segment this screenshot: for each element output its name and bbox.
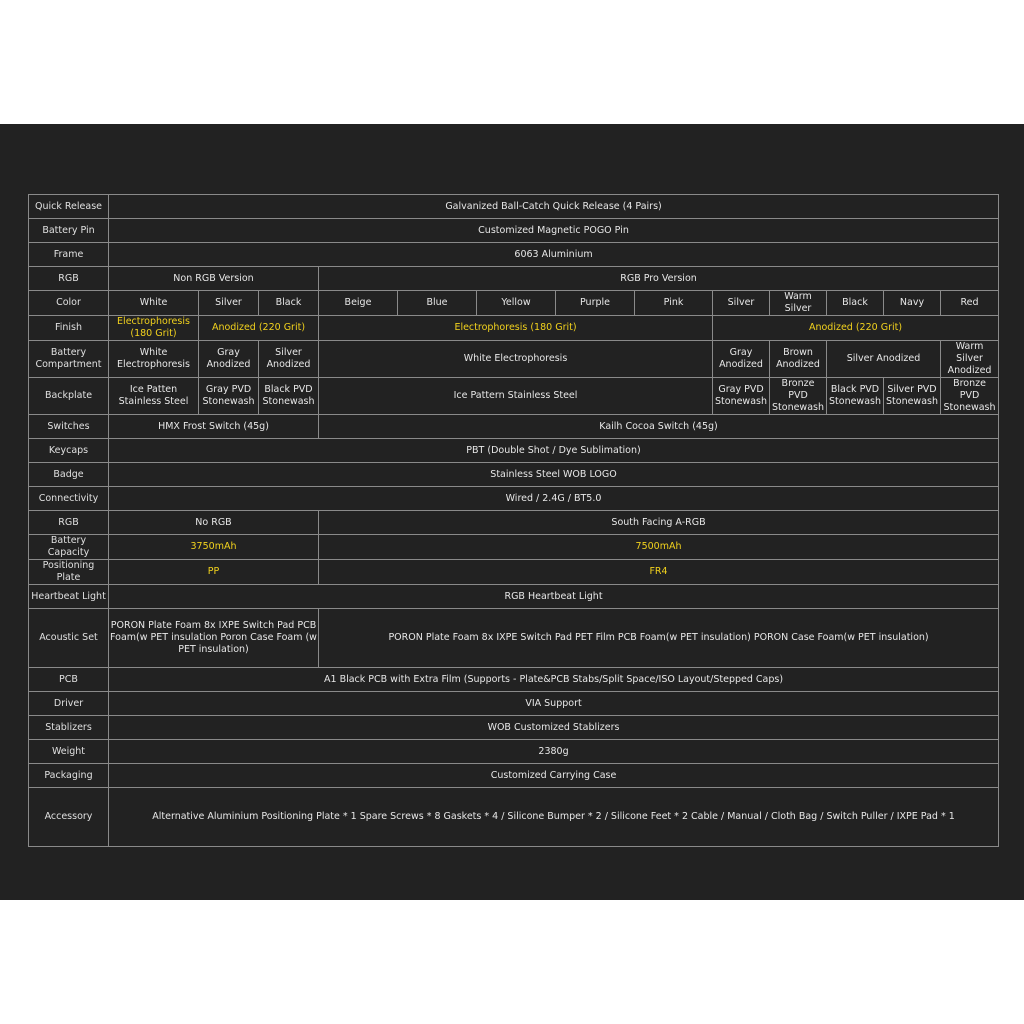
color-value: White: [109, 291, 199, 316]
row-label: Positioning Plate: [29, 560, 109, 585]
finish-value: Electrophoresis (180 Grit): [319, 316, 713, 341]
spec-table: [28, 194, 999, 847]
finish-value: Electrophoresis (180 Grit): [109, 316, 199, 341]
capacity-value: 7500mAh: [319, 535, 999, 560]
switch-value: HMX Frost Switch (45g): [109, 415, 319, 439]
row-label: Keycaps: [29, 439, 109, 463]
row-label: Battery Pin: [29, 219, 109, 243]
color-value: Blue: [398, 291, 477, 316]
spec-row-battery-compartment: [29, 341, 999, 378]
finish-value: Anodized (220 Grit): [199, 316, 319, 341]
rgb-value: South Facing A-RGB: [319, 511, 999, 535]
row-label: Packaging: [29, 764, 109, 788]
row-label: Weight: [29, 740, 109, 764]
spec-value: Wired / 2.4G / BT5.0: [109, 487, 999, 511]
spec-row-quick-release: [29, 195, 999, 219]
color-value: Purple: [556, 291, 635, 316]
spec-row-driver: [29, 692, 999, 716]
acoustic-value: PORON Plate Foam 8x IXPE Switch Pad PET Film PCB Foam(w PET insulation) PORON Case Foam(w PET insulation): [319, 609, 999, 668]
compartment-value: Brown Anodized: [770, 341, 827, 378]
color-value: Black: [259, 291, 319, 316]
spec-value: A1 Black PCB with Extra Film (Supports - Plate&PCB Stabs/Split Space/ISO Layout/Stepped Caps): [109, 668, 999, 692]
row-label: Finish: [29, 316, 109, 341]
spec-row-finish: [29, 316, 999, 341]
spec-row-battery-pin: [29, 219, 999, 243]
spec-row-stablizers: [29, 716, 999, 740]
spec-row-keycaps: [29, 439, 999, 463]
backplate-value: Silver PVD Stonewash: [884, 378, 941, 415]
spec-value: 2380g: [109, 740, 999, 764]
compartment-value: Silver Anodized: [827, 341, 941, 378]
spec-row-rgb-version: [29, 267, 999, 291]
row-label: Driver: [29, 692, 109, 716]
spec-row-acoustic-set: [29, 609, 999, 668]
row-label: RGB: [29, 511, 109, 535]
row-label: Accessory: [29, 788, 109, 847]
row-label: Color: [29, 291, 109, 316]
spec-row-switches: [29, 415, 999, 439]
spec-value: Customized Carrying Case: [109, 764, 999, 788]
color-value: Silver: [713, 291, 770, 316]
spec-row-heartbeat-light: [29, 585, 999, 609]
spec-row-rgb-lighting: [29, 511, 999, 535]
spec-row-backplate: [29, 378, 999, 415]
compartment-value: Warm Silver Anodized: [941, 341, 999, 378]
spec-row-weight: [29, 740, 999, 764]
spec-value: Galvanized Ball-Catch Quick Release (4 Pairs): [109, 195, 999, 219]
backplate-value: Gray PVD Stonewash: [199, 378, 259, 415]
color-value: Warm Silver: [770, 291, 827, 316]
spec-row-packaging: [29, 764, 999, 788]
spec-row-pcb: [29, 668, 999, 692]
row-label: Battery Capacity: [29, 535, 109, 560]
spec-value: Stainless Steel WOB LOGO: [109, 463, 999, 487]
compartment-value: Gray Anodized: [713, 341, 770, 378]
plate-value: PP: [109, 560, 319, 585]
color-value: Pink: [635, 291, 713, 316]
spec-value: PBT (Double Shot / Dye Sublimation): [109, 439, 999, 463]
spec-value: VIA Support: [109, 692, 999, 716]
spec-row-battery-capacity: [29, 535, 999, 560]
color-value: Beige: [319, 291, 398, 316]
color-value: Silver: [199, 291, 259, 316]
row-label: PCB: [29, 668, 109, 692]
spec-row-frame: [29, 243, 999, 267]
spec-row-connectivity: [29, 487, 999, 511]
spec-value: Alternative Aluminium Positioning Plate * 1 Spare Screws * 8 Gaskets * 4 / Silicone Bumper * 2 / Silicone Feet * 2 Cable / Manual / Cloth Bag / Switch Puller / IXPE Pad * 1: [109, 788, 999, 847]
version-non-rgb: Non RGB Version: [109, 267, 319, 291]
row-label: Quick Release: [29, 195, 109, 219]
color-value: Red: [941, 291, 999, 316]
spec-row-accessory: [29, 788, 999, 847]
backplate-value: Ice Pattern Stainless Steel: [319, 378, 713, 415]
color-value: Black: [827, 291, 884, 316]
spec-value: RGB Heartbeat Light: [109, 585, 999, 609]
finish-value: Anodized (220 Grit): [713, 316, 999, 341]
backplate-value: Ice Patten Stainless Steel: [109, 378, 199, 415]
backplate-value: Black PVD Stonewash: [259, 378, 319, 415]
plate-value: FR4: [319, 560, 999, 585]
spec-row-color: [29, 291, 999, 316]
backplate-value: Black PVD Stonewash: [827, 378, 884, 415]
row-label: RGB: [29, 267, 109, 291]
spec-row-badge: [29, 463, 999, 487]
row-label: Stablizers: [29, 716, 109, 740]
spec-value: WOB Customized Stablizers: [109, 716, 999, 740]
switch-value: Kailh Cocoa Switch (45g): [319, 415, 999, 439]
backplate-value: Bronze PVD Stonewash: [770, 378, 827, 415]
row-label: Switches: [29, 415, 109, 439]
spec-row-positioning-plate: [29, 560, 999, 585]
row-label: Battery Compartment: [29, 341, 109, 378]
acoustic-value: PORON Plate Foam 8x IXPE Switch Pad PCB Foam(w PET insulation Poron Case Foam (w PET insulation): [109, 609, 319, 668]
row-label: Acoustic Set: [29, 609, 109, 668]
row-label: Frame: [29, 243, 109, 267]
row-label: Connectivity: [29, 487, 109, 511]
color-value: Yellow: [477, 291, 556, 316]
row-label: Backplate: [29, 378, 109, 415]
row-label: Heartbeat Light: [29, 585, 109, 609]
spec-value: Customized Magnetic POGO Pin: [109, 219, 999, 243]
backplate-value: Bronze PVD Stonewash: [941, 378, 999, 415]
capacity-value: 3750mAh: [109, 535, 319, 560]
rgb-value: No RGB: [109, 511, 319, 535]
compartment-value: Silver Anodized: [259, 341, 319, 378]
row-label: Badge: [29, 463, 109, 487]
compartment-value: White Electrophoresis: [319, 341, 713, 378]
backplate-value: Gray PVD Stonewash: [713, 378, 770, 415]
version-rgb-pro: RGB Pro Version: [319, 267, 999, 291]
spec-value: 6063 Aluminium: [109, 243, 999, 267]
color-value: Navy: [884, 291, 941, 316]
compartment-value: White Electrophoresis: [109, 341, 199, 378]
compartment-value: Gray Anodized: [199, 341, 259, 378]
